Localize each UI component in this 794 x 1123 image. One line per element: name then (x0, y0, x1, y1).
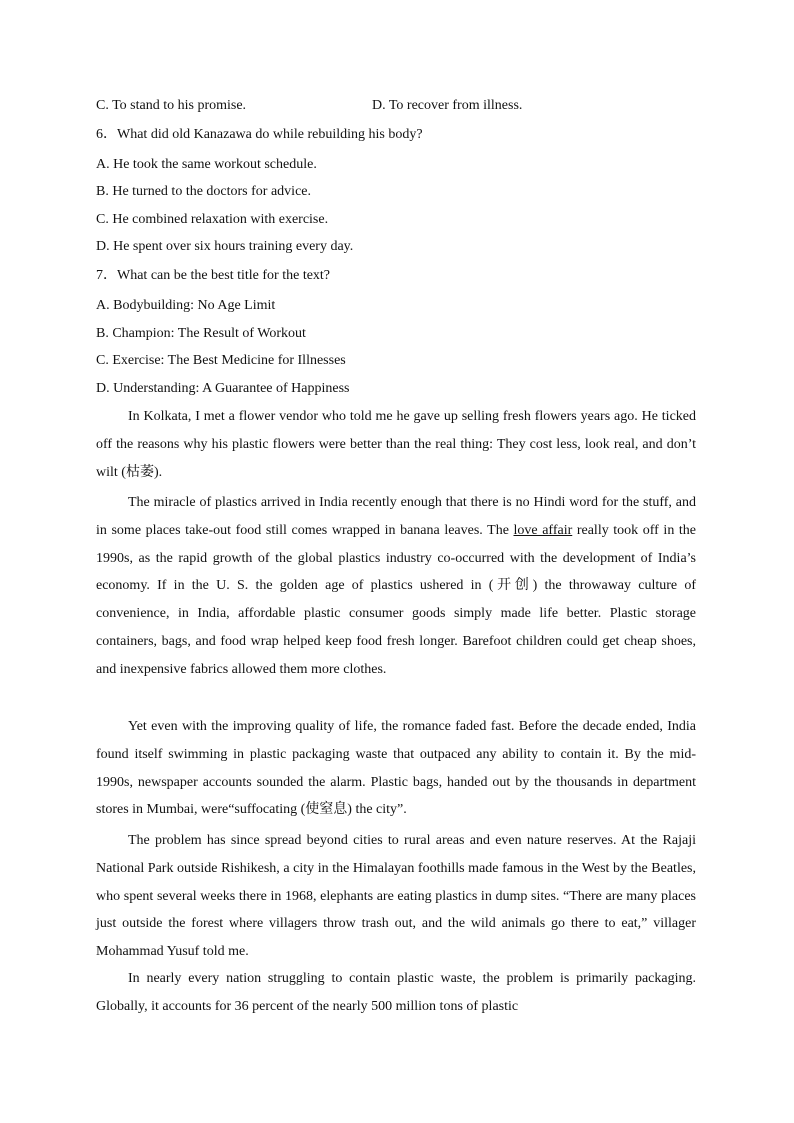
passage-paragraph-5: In nearly every nation struggling to contain plastic waste, the problem is primarily packaging. Globally, it accounts for 36 percent of the nearly 500 million tons of plastic (96, 971, 696, 1014)
paragraph-2-text-end: really took off in the 1990s, as the rapid growth of the global plastics industry co-occurred with the development of India’s economy. If in the U. S. the golden age of plastics ushered in (开创) the throwaway culture of convenience, in India, affordable plastic consumer goods simply made life better. Plastic storage containers, bags, and food wrap helped keep food fresh longer. Barefoot children could get cheap shoes, and inexpensive fabrics allowed them more clothes. (96, 522, 697, 677)
question-5-options-row (96, 97, 696, 115)
passage-paragraph-1: In Kolkata, I met a flower vendor who told me he gave up selling fresh flowers years ago. He ticked off the reasons why his plastic flowers were better than the real thing: They cost less, look real, and don’t wilt (枯萎). (96, 409, 696, 480)
question-6-option-b[interactable]: B. He turned to the doctors for advice. (96, 184, 311, 199)
question-5-option-c[interactable]: C. To stand to his promise. (96, 98, 247, 113)
question-6-option-a[interactable]: A. He took the same workout schedule. (96, 157, 317, 172)
question-6-option-c[interactable]: C. He combined relaxation with exercise. (96, 212, 329, 227)
question-7-option-c[interactable]: C. Exercise: The Best Medicine for Illnesses (96, 353, 346, 368)
question-7-text: 7．What can be the best title for the text? (96, 268, 331, 283)
passage-paragraph-2 (96, 489, 696, 684)
paragraph-2-text-start: The miracle of plastics arrived in India recently enough that there is no Hindi word for the stuff, and in some places take-out food still comes wrapped in banana leaves. The (96, 495, 696, 538)
question-6-option-d[interactable]: D. He spent over six hours training every day. (96, 239, 354, 254)
question-6-text: 6．What did old Kanazawa do while rebuilding his body? (96, 127, 423, 142)
question-7-option-d[interactable]: D. Understanding: A Guarantee of Happiness (96, 381, 350, 396)
passage-paragraph-3: Yet even with the improving quality of life, the romance faded fast. Before the decade ended, India found itself swimming in plastic packaging waste that outpaced any ability to contain it. By the mid-1990s, newspaper accounts sounded the alarm. Plastic bags, handed out by the thousands in department stores in Mumbai, were“suffocating (使窒息) the city”. (96, 719, 696, 818)
question-5-option-d[interactable]: D. To recover from illness. (372, 98, 523, 113)
underlined-phrase-love-affair: love affair (513, 522, 573, 538)
question-7-option-b[interactable]: B. Champion: The Result of Workout (96, 326, 306, 341)
passage-paragraph-4: The problem has since spread beyond cities to rural areas and even nature reserves. At the Rajaji National Park outside Rishikesh, a city in the Himalayan foothills made famous in the West by the Beatles, who spent several weeks there in 1968, elephants are eating plastics in dump sites. “There are many places just outside the forest where villagers throw trash out, and the wild animals go there to eat,” villager Mohammad Yusuf told me. (96, 833, 696, 960)
question-7-option-a[interactable]: A. Bodybuilding: No Age Limit (96, 298, 276, 313)
